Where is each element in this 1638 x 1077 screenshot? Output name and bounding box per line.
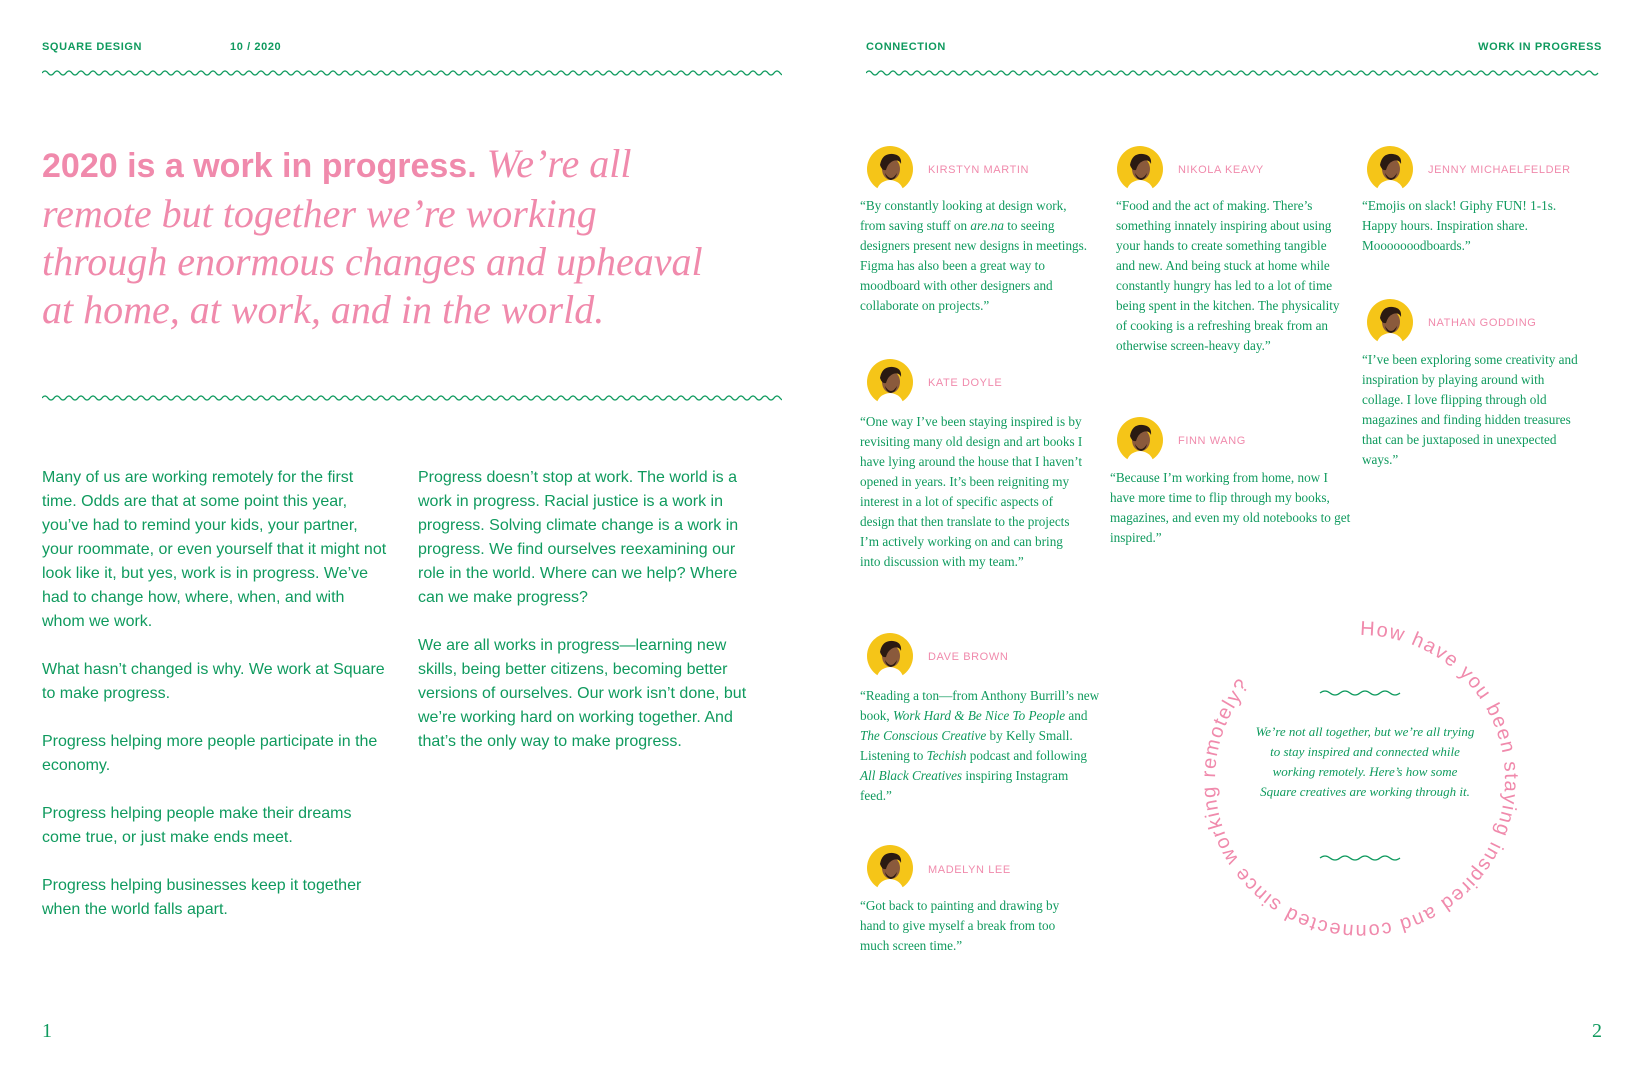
person-name: NIKOLA KEAVY xyxy=(1178,164,1264,176)
avatar-icon xyxy=(1116,145,1164,193)
person-name: KIRSTYN MARTIN xyxy=(928,164,1030,176)
headline-bold: 2020 is a work in progress. xyxy=(42,147,477,185)
paragraph: Progress doesn’t stop at work. The world is a work in progress. Racial justice is a work in progress. Solving climate change is a work in progress. We find ourselves reexamining our role in the world. Where can we help? Where can we make progress? xyxy=(418,469,739,606)
avatar-icon xyxy=(866,358,914,406)
person-name: FINN WANG xyxy=(1178,435,1246,447)
page-number-left: 1 xyxy=(42,1020,52,1042)
body-column-2 xyxy=(418,466,758,778)
person-quote: “Food and the act of making. There’s something innately inspiring about using your hands to create something tangible and new. And being stuck at home while constantly hungry has led to a lot of time being spent in the kitchen. The physicality of cooking is a refreshing break from an otherwise screen-heavy day.” xyxy=(1116,198,1340,353)
circle-wave-top xyxy=(1320,691,1400,695)
paragraph: Progress helping people make their dreams come true, or just make ends meet. xyxy=(42,805,352,846)
header-title: WORK IN PROGRESS xyxy=(1478,41,1602,53)
person-name: MADELYN LEE xyxy=(928,864,1011,876)
circle-wave-bottom xyxy=(1320,856,1400,860)
avatar-icon xyxy=(866,844,914,892)
paragraph: We are all works in progress—learning new skills, being better citizens, becoming better versions of ourselves. Our work isn’t done, but we’re working hard on working together. And that’s the only way to make progress. xyxy=(418,637,747,750)
person-quote: “One way I’ve been staying inspired is by revisiting many old design and art books I have lying around the house that I haven’t opened in years. It’s been reigniting my interest in a lot of specific aspects of design that then translate to the projects I’m actively working on and can bring into discussion with my team.” xyxy=(860,414,1083,569)
person-name: KATE DOYLE xyxy=(928,377,1003,389)
body-column-1 xyxy=(42,466,387,946)
person-quote: “Emojis on slack! Giphy FUN! 1-1s. Happy hours. Inspiration share. Mooooooodboards.” xyxy=(1362,198,1557,253)
header-section: CONNECTION xyxy=(866,41,946,53)
person-name: JENNY MICHAELFELDER xyxy=(1428,164,1571,176)
headline xyxy=(42,140,722,334)
person-name: DAVE BROWN xyxy=(928,651,1009,663)
person-quote: “Because I’m working from home, now I have more time to flip through my books, magazines, and even my old notebooks to get inspired.” xyxy=(1110,470,1351,545)
paragraph: Progress helping more people participate in the economy. xyxy=(42,733,378,774)
person-quote: “By constantly looking at design work, from saving stuff on are.na to seeing designers present new designs in meetings. Figma has also been a great way to moodboard with other designers and collaborate on projects.” xyxy=(860,198,1088,313)
header-publication: SQUARE DESIGN xyxy=(42,41,143,53)
paragraph: Progress helping businesses keep it together when the world falls apart. xyxy=(42,877,362,918)
section-wave-divider xyxy=(42,393,782,403)
header-wave-divider-left xyxy=(42,68,782,78)
avatar-icon xyxy=(866,145,914,193)
person-quote: “Reading a ton—from Anthony Burrill’s new book, Work Hard & Be Nice To People and The Conscious Creative by Kelly Small. Listening to Techish podcast and following All Black Creatives inspiring Instagram feed.” xyxy=(860,688,1100,803)
person-name: NATHAN GODDING xyxy=(1428,317,1537,329)
page-number-right: 2 xyxy=(1592,1020,1602,1042)
paragraph: What hasn’t changed is why. We work at Square to make progress. xyxy=(42,661,385,702)
circle-note: We’re not all together, but we’re all trying to stay inspired and connected while working remotely. Here’s how some Square creatives are working through it. xyxy=(1255,724,1475,799)
paragraph: Many of us are working remotely for the first time. Odds are that at some point this year, you’ve had to remind your kids, your partner, your roommate, or even yourself that it might not look like it, but yes, work is in progress. We’ve had to change how, where, when, and with whom we work. xyxy=(42,469,387,630)
avatar-icon xyxy=(1366,145,1414,193)
avatar-icon xyxy=(1116,416,1164,464)
avatar-icon xyxy=(1366,298,1414,346)
person-quote: “I’ve been exploring some creativity and inspiration by playing around with collage. I love flipping through old magazines and finding hidden treasures that can be juxtaposed in unexpected ways.” xyxy=(1362,352,1578,467)
header-date: 10 / 2020 xyxy=(230,41,282,53)
avatar-icon xyxy=(866,632,914,680)
headline-italic: We’re all remote but together we’re working through enormous changes and upheaval at home, at work, and in the world. xyxy=(42,141,703,332)
person-quote: “Got back to painting and drawing by hand to give myself a break from too much screen time.” xyxy=(860,898,1060,953)
header-wave-divider-right xyxy=(866,68,1602,78)
circular-question-text: How have you been staying inspired and connected since working remotely? xyxy=(1197,617,1523,943)
